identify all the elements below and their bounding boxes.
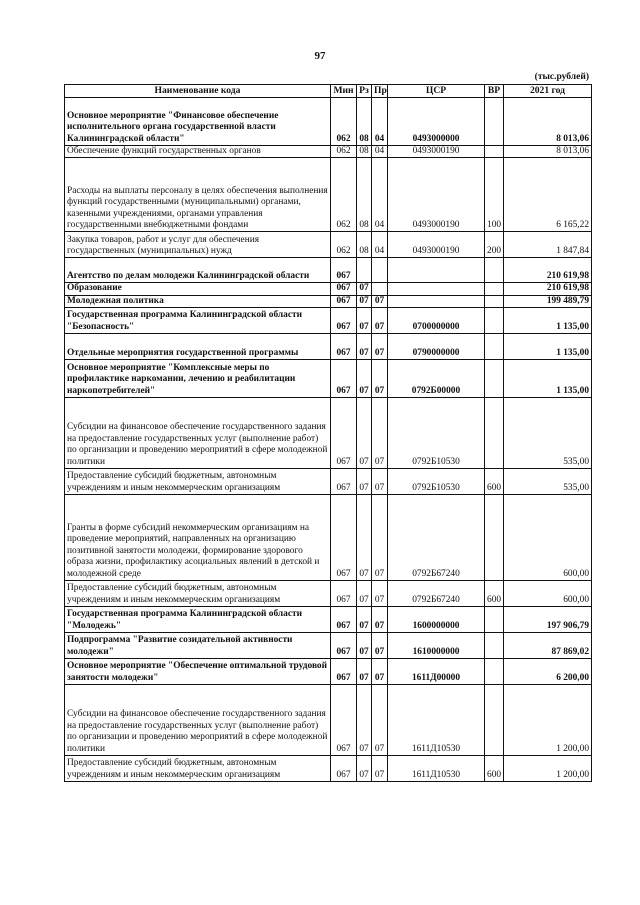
header-pr: Пр: [372, 85, 388, 98]
row-min: 067: [331, 685, 357, 756]
row-name: Подпрограмма "Развитие созидательной активности молодежи": [65, 633, 331, 659]
row-name: Субсидии на финансовое обеспечение государственного задания на предоставление государственных услуг (выполнение работ) по организации и проведению мероприятий в сфере молодежной политики: [65, 398, 331, 469]
row-rz: 07: [357, 659, 372, 685]
row-pr: 07: [372, 756, 388, 782]
row-min: 067: [331, 360, 357, 398]
row-rz: 07: [357, 581, 372, 607]
row-name: Основное мероприятие "Обеспечение оптимальной трудовой занятости молодежи": [65, 659, 331, 685]
row-vr: 200: [485, 232, 504, 258]
row-min: 067: [331, 295, 357, 307]
row-rz: 07: [357, 283, 372, 295]
row-amount: 600,00: [504, 495, 592, 581]
table-row: [65, 334, 592, 360]
row-rz: 07: [357, 398, 372, 469]
row-pr: 07: [372, 308, 388, 334]
header-name: Наименование кода: [65, 85, 331, 98]
row-csr: 1611Д10530: [388, 756, 485, 782]
row-name: Отдельные мероприятия государственной программы: [65, 334, 331, 360]
row-amount: 535,00: [504, 398, 592, 469]
row-pr: 07: [372, 685, 388, 756]
row-amount: 8 013,06: [504, 98, 592, 146]
table-row: [65, 685, 592, 756]
row-amount: 600,00: [504, 581, 592, 607]
budget-table: [64, 84, 592, 782]
row-csr: 0493000000: [388, 98, 485, 146]
units-label: (тыс.рублей): [534, 72, 589, 82]
row-name: Субсидии на финансовое обеспечение государственного задания на предоставление государственных услуг (выполнение работ) по организации и проведению мероприятий в сфере молодежной политики: [65, 685, 331, 756]
table-row: [65, 469, 592, 495]
row-min: 062: [331, 158, 357, 232]
table-row: [65, 146, 592, 158]
table-row: [65, 756, 592, 782]
row-rz: 07: [357, 308, 372, 334]
row-min: 067: [331, 495, 357, 581]
row-vr: [485, 283, 504, 295]
row-amount: 210 619,98: [504, 258, 592, 283]
row-vr: [485, 308, 504, 334]
row-vr: [485, 607, 504, 633]
row-name: Предоставление субсидий бюджетным, автономным учреждениям и иным некоммерческим организациям: [65, 756, 331, 782]
table-row: [65, 360, 592, 398]
row-csr: 0792Б10530: [388, 398, 485, 469]
row-amount: 199 489,79: [504, 295, 592, 307]
row-csr: 0790000000: [388, 334, 485, 360]
table-row: [65, 232, 592, 258]
row-pr: 04: [372, 98, 388, 146]
row-name: Гранты в форме субсидий некоммерческим организациям на проведение мероприятий, направленных на организацию позитивной занятости молодежи, формирование здорового образа жизни, профилактику асоциальных явлений в детской и молодежной среде: [65, 495, 331, 581]
row-pr: 07: [372, 607, 388, 633]
table-header-row: [65, 85, 592, 98]
row-rz: 07: [357, 685, 372, 756]
row-csr: 0493000190: [388, 146, 485, 158]
row-pr: 07: [372, 334, 388, 360]
row-vr: [485, 334, 504, 360]
row-rz: 08: [357, 98, 372, 146]
row-rz: 07: [357, 360, 372, 398]
row-amount: 1 200,00: [504, 685, 592, 756]
row-pr: 07: [372, 659, 388, 685]
row-pr: 07: [372, 295, 388, 307]
row-pr: 07: [372, 581, 388, 607]
row-name: Агентство по делам молодежи Калининградской области: [65, 258, 331, 283]
row-rz: 07: [357, 633, 372, 659]
table-row: [65, 607, 592, 633]
row-min: 067: [331, 308, 357, 334]
table-row: [65, 158, 592, 232]
table-row: [65, 283, 592, 295]
header-min: Мин: [331, 85, 357, 98]
row-min: 062: [331, 232, 357, 258]
row-name: Закупка товаров, работ и услуг для обеспечения государственных (муниципальных) нужд: [65, 232, 331, 258]
row-min: 067: [331, 283, 357, 295]
row-vr: [485, 633, 504, 659]
row-pr: 07: [372, 495, 388, 581]
row-rz: 07: [357, 469, 372, 495]
row-vr: 600: [485, 756, 504, 782]
row-vr: [485, 98, 504, 146]
row-rz: [357, 258, 372, 283]
row-pr: 04: [372, 146, 388, 158]
row-name: Обеспечение функций государственных органов: [65, 146, 331, 158]
row-pr: 07: [372, 633, 388, 659]
row-csr: 1611Д00000: [388, 659, 485, 685]
row-min: 067: [331, 607, 357, 633]
row-csr: 0792Б67240: [388, 581, 485, 607]
row-csr: [388, 295, 485, 307]
row-name: Расходы на выплаты персоналу в целях обеспечения выполнения функций государственными (муниципальными) органами, казенными учреждениями, органами управления государственными внебюджетными фондами: [65, 158, 331, 232]
row-pr: [372, 258, 388, 283]
table-row: [65, 398, 592, 469]
row-pr: 07: [372, 398, 388, 469]
row-rz: 07: [357, 756, 372, 782]
row-min: 067: [331, 398, 357, 469]
table-row: [65, 633, 592, 659]
row-csr: 0792Б10530: [388, 469, 485, 495]
row-min: 067: [331, 469, 357, 495]
row-rz: 07: [357, 334, 372, 360]
row-amount: 1 200,00: [504, 756, 592, 782]
row-amount: 1 135,00: [504, 334, 592, 360]
header-csr: ЦСР: [388, 85, 485, 98]
row-vr: [485, 146, 504, 158]
row-name: Молодежная политика: [65, 295, 331, 307]
table-row: [65, 308, 592, 334]
row-amount: 6 165,22: [504, 158, 592, 232]
row-pr: [372, 283, 388, 295]
row-name: Основное мероприятие "Комплексные меры по профилактике наркомании, лечению и реабилитации наркопотребителей": [65, 360, 331, 398]
header-rz: Рз: [357, 85, 372, 98]
table-body: [65, 98, 592, 782]
row-csr: [388, 283, 485, 295]
table-row: [65, 659, 592, 685]
row-rz: 07: [357, 295, 372, 307]
row-amount: 8 013,06: [504, 146, 592, 158]
row-csr: 0493000190: [388, 158, 485, 232]
row-rz: 07: [357, 607, 372, 633]
row-pr: 04: [372, 158, 388, 232]
row-pr: 07: [372, 360, 388, 398]
row-min: 067: [331, 334, 357, 360]
row-min: 062: [331, 98, 357, 146]
row-csr: 0493000190: [388, 232, 485, 258]
row-min: 067: [331, 581, 357, 607]
header-year: 2021 год: [504, 85, 592, 98]
table-row: [65, 98, 592, 146]
row-rz: 08: [357, 158, 372, 232]
row-vr: [485, 659, 504, 685]
row-vr: 100: [485, 158, 504, 232]
row-vr: [485, 495, 504, 581]
row-min: 067: [331, 633, 357, 659]
row-amount: 1 847,84: [504, 232, 592, 258]
row-amount: 535,00: [504, 469, 592, 495]
row-min: 067: [331, 659, 357, 685]
row-amount: 87 869,02: [504, 633, 592, 659]
table-row: [65, 581, 592, 607]
row-rz: 08: [357, 146, 372, 158]
table-row: [65, 258, 592, 283]
row-amount: 197 906,79: [504, 607, 592, 633]
row-name: Основное мероприятие "Финансовое обеспечение исполнительного органа государственной власти Калининградской области": [65, 98, 331, 146]
row-pr: 07: [372, 469, 388, 495]
row-vr: [485, 398, 504, 469]
row-amount: 210 619,98: [504, 283, 592, 295]
row-min: 067: [331, 756, 357, 782]
row-name: Образование: [65, 283, 331, 295]
page-number: 97: [314, 50, 326, 62]
row-vr: [485, 360, 504, 398]
table-row: [65, 295, 592, 307]
row-csr: 1600000000: [388, 607, 485, 633]
row-name: Государственная программа Калининградской области "Молодежь": [65, 607, 331, 633]
row-csr: 1611Д10530: [388, 685, 485, 756]
row-vr: 600: [485, 581, 504, 607]
row-name: Предоставление субсидий бюджетным, автономным учреждениям и иным некоммерческим организациям: [65, 469, 331, 495]
row-csr: [388, 258, 485, 283]
row-amount: 1 135,00: [504, 360, 592, 398]
row-min: 062: [331, 146, 357, 158]
row-csr: 0792Б00000: [388, 360, 485, 398]
header-vr: ВР: [485, 85, 504, 98]
row-name: Государственная программа Калининградской области "Безопасность": [65, 308, 331, 334]
row-vr: [485, 685, 504, 756]
row-amount: 1 135,00: [504, 308, 592, 334]
table-row: [65, 495, 592, 581]
row-vr: 600: [485, 469, 504, 495]
row-pr: 04: [372, 232, 388, 258]
row-csr: 1610000000: [388, 633, 485, 659]
row-rz: 07: [357, 495, 372, 581]
row-rz: 08: [357, 232, 372, 258]
row-vr: [485, 295, 504, 307]
row-min: 067: [331, 258, 357, 283]
row-amount: 6 200,00: [504, 659, 592, 685]
row-vr: [485, 258, 504, 283]
row-name: Предоставление субсидий бюджетным, автономным учреждениям и иным некоммерческим организациям: [65, 581, 331, 607]
row-csr: 0700000000: [388, 308, 485, 334]
row-csr: 0792Б67240: [388, 495, 485, 581]
